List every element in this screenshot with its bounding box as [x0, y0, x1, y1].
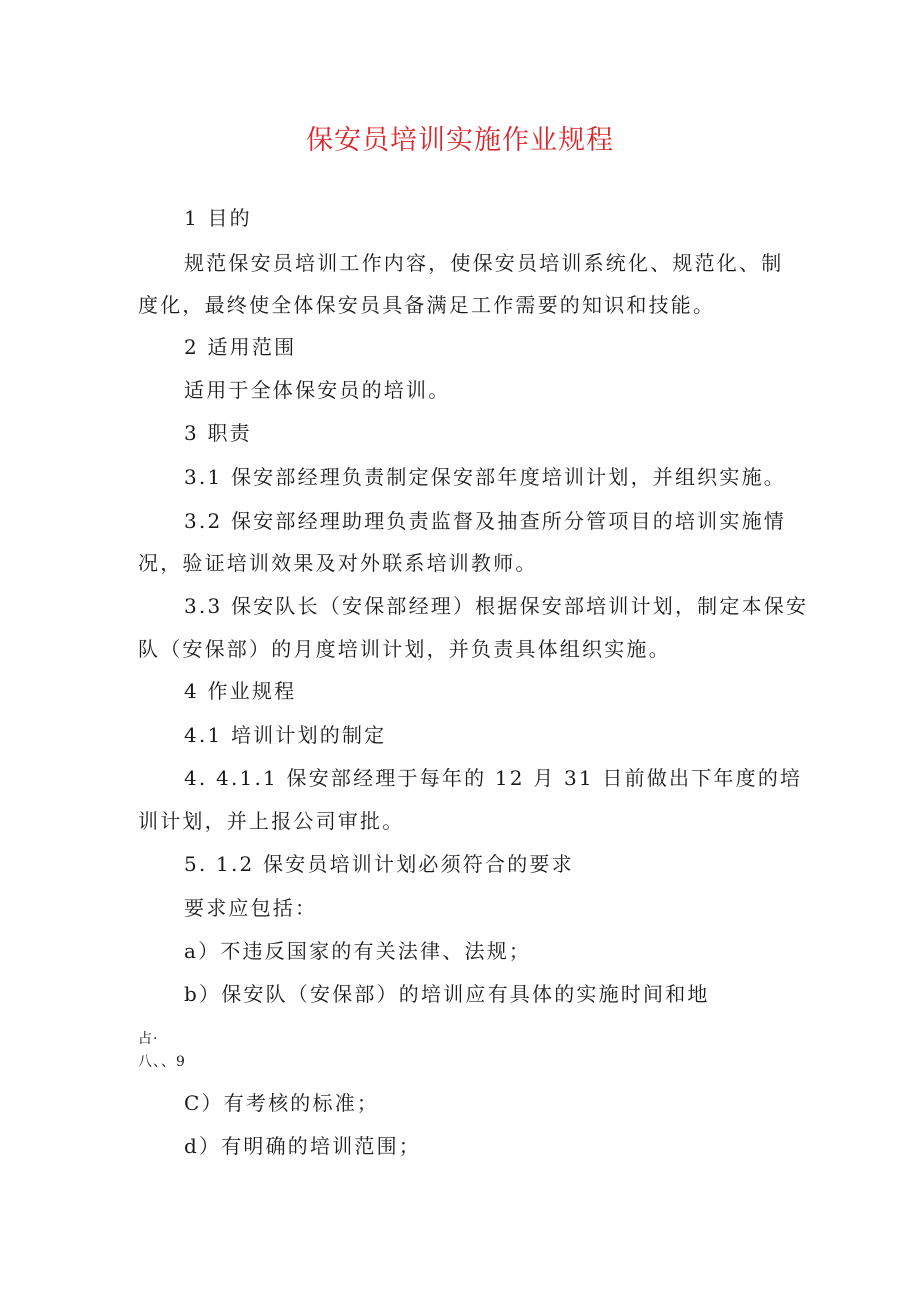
paragraph-line: 况，验证培训效果及对外联系培训教师。	[138, 551, 538, 575]
paragraph-line: 4. 4.1.1 保安部经理于每年的 12 月 31 日前做出下年度的培	[184, 766, 803, 790]
paragraph-line: 规范保安员培训工作内容，使保安员培训系统化、规范化、制	[184, 251, 784, 275]
list-item: C）有考核的标准；	[184, 1091, 380, 1115]
section-heading-duties: 3 职责	[184, 421, 252, 445]
paragraph-line: 度化，最终使全体保安员具备满足工作需要的知识和技能。	[138, 293, 716, 317]
paragraph-line: 要求应包括：	[184, 896, 318, 920]
paragraph-line: 队（安保部）的月度培训计划，并负责具体组织实施。	[138, 637, 671, 661]
section-heading-scope: 2 适用范围	[184, 335, 297, 359]
fragment-text: 八、、9	[138, 1054, 186, 1070]
subsection-heading: 5. 1.2 保安员培训计划必须符合的要求	[184, 852, 574, 876]
paragraph-line: 3.3 保安队长（安保部经理）根据保安部培训计划，制定本保安	[184, 594, 809, 618]
paragraph-line: 3.1 保安部经理负责制定保安部年度培训计划，并组织实施。	[184, 465, 786, 489]
fragment-text: 占·	[138, 1031, 159, 1047]
paragraph-line: 适用于全体保安员的培训。	[184, 378, 451, 402]
section-heading-purpose: 1 目的	[184, 206, 252, 230]
list-item: a）不违反国家的有关法律、法规；	[184, 939, 532, 963]
subsection-heading: 4.1 培训计划的制定	[184, 723, 387, 747]
paragraph-line: 训计划，并上报公司审批。	[138, 809, 405, 833]
list-item: d）有明确的培训范围；	[184, 1134, 422, 1158]
list-item: b）保安队（安保部）的培训应有具体的实施时间和地	[184, 982, 710, 1006]
paragraph-line: 3.2 保安部经理助理负责监督及抽查所分管项目的培训实施情	[184, 509, 786, 533]
document-title: 保安员培训实施作业规程	[306, 125, 614, 156]
section-heading-procedure: 4 作业规程	[184, 679, 297, 703]
